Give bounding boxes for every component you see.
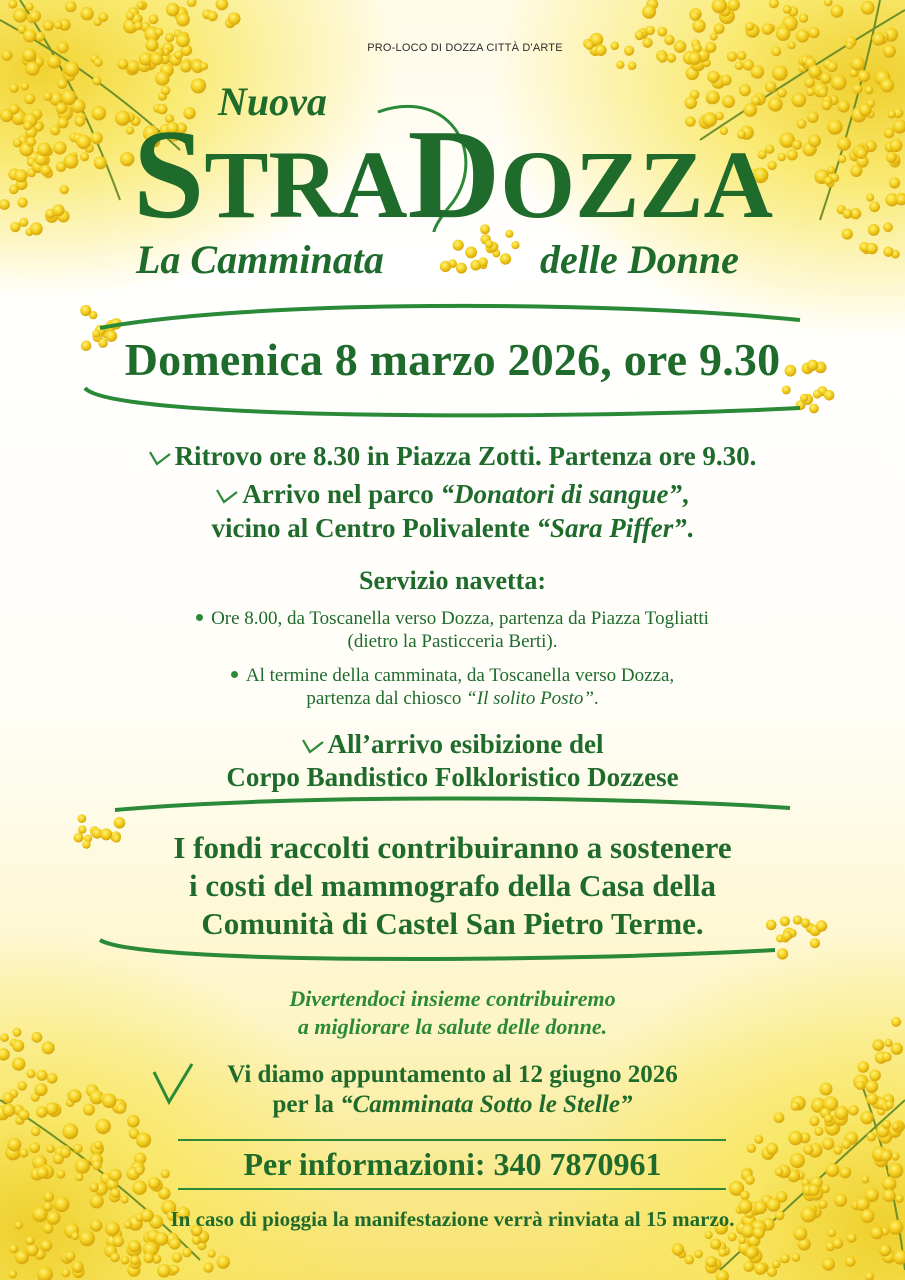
arrivo-line2-suffix: . (686, 513, 694, 543)
banda-line-1 (0, 728, 905, 760)
navetta-item-1-cont: (dietro la Pasticceria Berti). (347, 631, 558, 652)
check-tick-icon (302, 734, 324, 754)
ritrovo-line (0, 440, 905, 472)
ritrovo-text: Ritrovo ore 8.30 in Piazza Zotti. Partenza ore 9.30. (174, 441, 757, 471)
divider-top (178, 1139, 726, 1141)
fondi-line-2: i costi del mammografo della Casa della (189, 868, 716, 903)
navetta-item-2 (0, 664, 905, 687)
check-tick-icon (149, 446, 171, 466)
navetta-item-2-prefix: partenza dal chiosco (306, 688, 467, 709)
banda-line-1-text: All’arrivo esibizione del (327, 729, 604, 759)
arrivo-suffix: , (682, 479, 689, 509)
appuntamento-line-2 (0, 1090, 905, 1119)
banda-line-2: Corpo Bandistico Folkloristico Dozzese (226, 762, 679, 792)
logo-nuova: Nuova (218, 79, 327, 124)
navetta-item-2-suffix: . (593, 688, 599, 709)
logo-subtitle-right: delle Donne (540, 237, 739, 282)
arrivo-line2-prefix: vicino al Centro Polivalente (211, 513, 537, 543)
fondi-line-1: I fondi raccolti contribuiranno a sostenere (173, 830, 732, 865)
appuntamento-line-1: Vi diamo appuntamento al 12 giugno 2026 (227, 1061, 678, 1088)
arrivo-park-name: “Donatori di sangue” (440, 479, 683, 509)
divider-bottom (178, 1188, 726, 1190)
navetta-title: Servizio navetta: (358, 566, 546, 595)
arrivo-centre-name: “Sara Piffer” (536, 513, 687, 543)
rain-notice: In caso di pioggia la manifestazione verrà rinviata al 15 marzo. (170, 1207, 735, 1231)
motto-line-2: a migliorare la salute delle donne. (297, 1014, 608, 1039)
arrivo-prefix: Arrivo nel parco (242, 479, 441, 509)
event-date: Domenica 8 marzo 2026, ore 9.30 (124, 334, 781, 385)
navetta-item-1 (0, 607, 905, 630)
fondi-line-3: Comunità di Castel San Pietro Terme. (201, 906, 704, 941)
bullet-dot-icon (231, 671, 238, 678)
info-phone: Per informazioni: 340 7870961 (243, 1146, 662, 1182)
arrivo-line-1 (0, 478, 905, 510)
logo-letters: TRA (204, 131, 408, 232)
navetta-item-1-text: Ore 8.00, da Toscanella verso Dozza, partenza da Piazza Togliatti (211, 608, 709, 629)
navetta-item-2-text: Al termine della camminata, da Toscanella verso Dozza, (245, 665, 675, 686)
navetta-item-2-cont (0, 687, 905, 710)
logo-letters: OZZA (500, 131, 773, 232)
appuntamento-prefix: per la (272, 1091, 341, 1118)
check-tick-icon (216, 484, 238, 504)
logo-letters: D (407, 103, 501, 232)
logo-letters: S (133, 103, 205, 232)
logo-subtitle-left: La Camminata (136, 237, 384, 282)
bullet-dot-icon (196, 614, 203, 621)
navetta-chiosco-name: “Il solito Posto” (466, 688, 594, 709)
motto-line-1: Divertendoci insieme contribuiremo (289, 986, 616, 1011)
organizer-label: PRO-LOCO DI DOZZA CITTÀ D'ARTE (367, 42, 563, 54)
appuntamento-event-name: “Camminata Sotto le Stelle” (340, 1091, 633, 1118)
arrivo-line-2 (0, 512, 905, 544)
